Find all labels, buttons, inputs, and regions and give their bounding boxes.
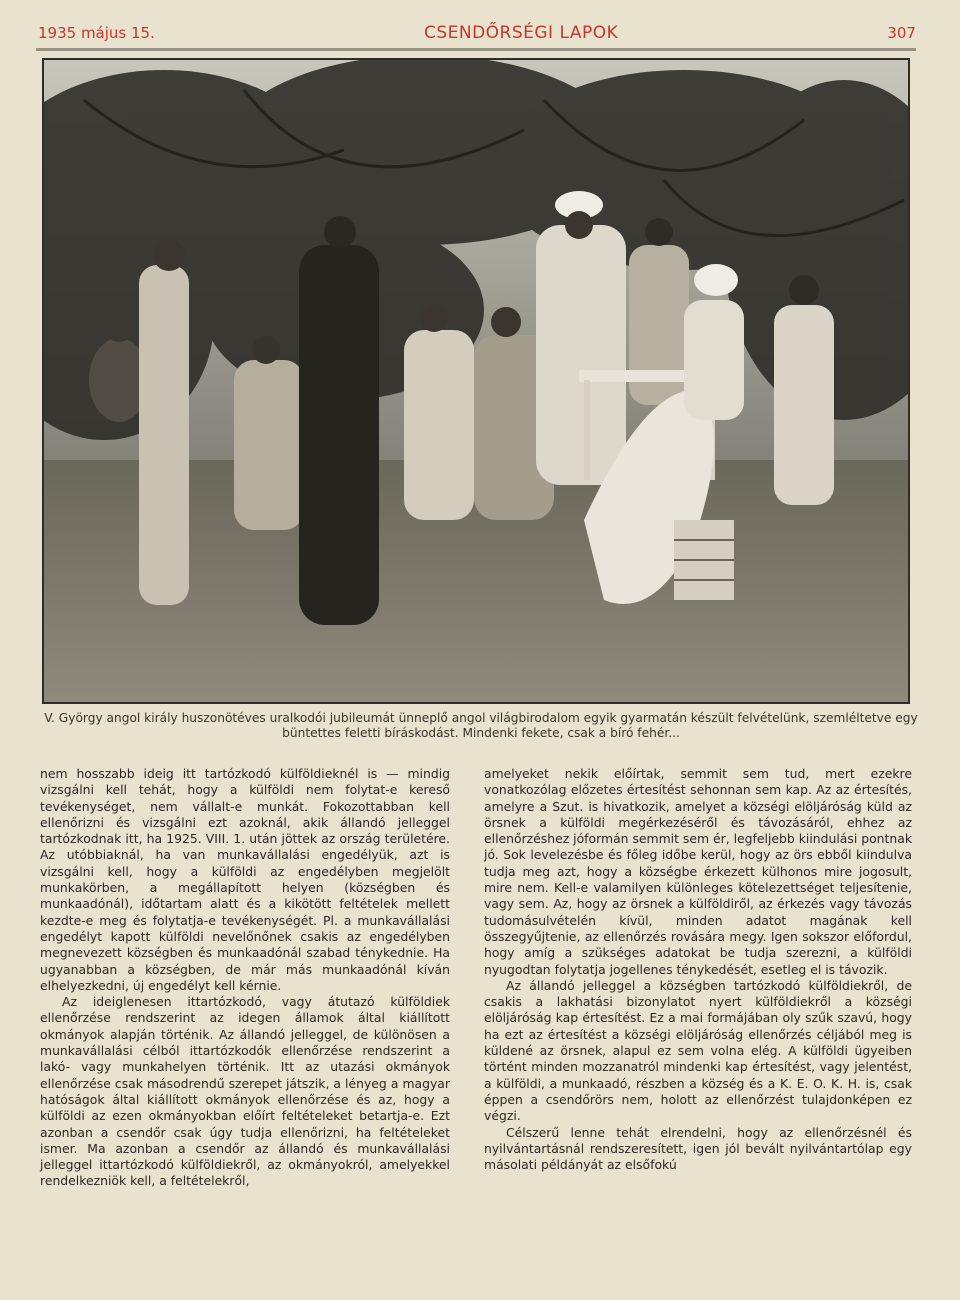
paragraph: Az állandó jelleggel a községben tartózkodó külföldiekről, de csakis a lakhatási bizonylatot nyert külföldiekről a községi elöljáróság kap értesítést. Ez a mai formájában oly szűk szavú, hogy ha ezt az értesítést a községi elöljáróság ellenőrzés céljából meg is küldené az örsnek, alapul ez sem volna elég. A külföldi ügyeiben történt minden mozzanatról mindenki kap értesítést, vagy jelentést, a külföldi, a munkaadó, részben a község és a K. E. O. K. H. is, csak éppen a csendőrörs nem, holott az ellenőrzést tulajdonképen ez végzi. [484,977,912,1124]
photograph-image [42,58,910,704]
page-header [38,18,916,48]
photograph-drawing [44,60,908,702]
page-number: 307 [887,24,916,42]
header-rule [36,48,916,51]
article-column-left [40,766,450,1190]
issue-date: 1935 május 15. [38,24,155,42]
paragraph: Célszerű lenne tehát elrendelni, hogy az ellenőrzésnél és nyilvántartásnál rendszeresített, igen jól bevált nyilvántartólap egy másolati példányát az elsőfokú [484,1124,912,1173]
publication-title: CSENDŐRSÉGI LAPOK [423,23,619,43]
paragraph: nem hosszabb ideig itt tartózkodó külföldieknél is — mindig vizsgálni kell tehát, hogy a külföldi nem folytat-e kereső tevékenységet, nem vállalt-e munkát. Fokozottabban kell ellenőrizni és vizsgálni ezt azoknál, akik állandó jelleggel tartózkodnak itt, ha 1925. VIII. 1. után jöttek az ország területére. Az utóbbiaknál, ha van munkavállalási engedélyük, azt is vizsgálni kell, hogy a külföldi az engedélyben megjelölt munkakörben, a megállapított helyen (községben és munkaadónál), időtartam alatt és a kikötött feltételek mellett kezdte-e meg és folytatja-e tevékenységét. Pl. a munkavállalási engedélyt kapott külföldi nevelőnőnek csakis az engedélyben megnevezett községben és munkaadónál szabad ténykednie. Ha ugyanabban a községben, de már más munkaadónál kíván elhelyezkedni, új engedélyt kell kérnie. [40,766,450,993]
article-column-right [484,766,912,1173]
photo-caption: V. György angol király huszonötéves uralkodói jubileumát ünneplő angol világbirodalom egyik gyarmatán készült felvételünk, szemléltetve egy büntettes feletti bíráskodást. Mindenki fekete, csak a bíró fehér... [44,711,918,740]
paragraph: amelyeket nekik előírtak, semmit sem tud, mert ezekre vonatkozólag előzetes értesítést sehonnan sem kap. Az az értesítés, amelyre a Szut. is hivatkozik, amelyet a községi elöljáróság küld az örsnek a külföldi megérkezéséről és távozásáról, ehhez az ellenőrzéshez jóformán semmit sem ér, legfeljebb kiindulási pontnak jó. Sok levelezésbe és főleg időbe kerül, hogy az örs ebből kiindulva tudja meg azt, hogy a községbe érkezett külhonos mire jogosult, mire nem. Kell-e valamilyen különleges kötelezettséget teljesítenie, vagy sem. Az, hogy az örsnek a külföldiről, az érkezés vagy távozás tudomásulvételén kívül, minden adatot magának kell összegyűjtenie, az ellenőrzés rovására megy. Igen sokszor előfordul, hogy amíg a szükséges adatokat be tudja szerezni, a külföldi nyugodtan folytatja jogellenes ténykedését, esetleg el is távozik. [484,766,912,977]
paragraph: Az ideiglenesen ittartózkodó, vagy átutazó külföldiek ellenőrzése rendszerint az idegen államok által kiállított okmányok alapján történik. Az állandó jelleggel, de különösen a munkavállalási célból ittartózkodók ellenőrzése rendszerint a lakó- vagy munkahelyen történik. Itt az utazási okmányok ellenőrzése csak másodrendű szerepet játszik, a lényeg a magyar hatóságok által kiállított okmányok ellenőrzése és az, hogy a külföldi az ezen okmányokban előírt feltételeket betartja-e. Ezt azonban a csendőr csak úgy tudja ellenőrizni, ha feltételeket ismer. Ma azonban a csendőr az állandó és munkavállalási jelleggel ittartózkodó külföldiekről, az okmányokról, amelyekkel rendelkezniök kell, a feltételekről, [40,994,450,1189]
